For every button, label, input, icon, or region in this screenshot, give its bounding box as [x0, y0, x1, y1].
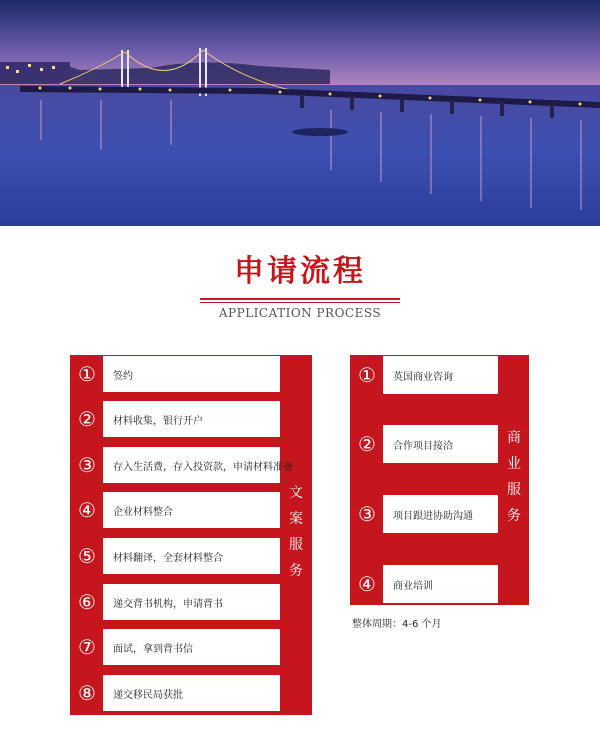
step-row: [70, 355, 281, 393]
step-label: 签约: [113, 370, 133, 382]
step-row: [350, 564, 499, 604]
duration-note: 整体周期：4-6 个月: [352, 619, 442, 630]
step-row: [70, 446, 293, 484]
title-divider: [200, 298, 400, 300]
step-label: 存入生活费，存入投资款，申请材料准备: [113, 461, 293, 473]
step-row: [70, 537, 281, 575]
step-number: ⑤: [71, 538, 103, 574]
step-number: ④: [71, 492, 103, 528]
step-label: 合作项目接洽: [393, 440, 453, 452]
step-row: [70, 674, 281, 712]
step-label: 递交移民局获批: [113, 689, 183, 701]
step-label: 英国商业咨询: [393, 371, 453, 383]
step-row: [70, 628, 281, 666]
title-block: [0, 252, 600, 292]
step-number: ⑧: [71, 675, 103, 711]
copywriting-service-title: 文 案 服 务: [289, 485, 303, 579]
step-row: [350, 355, 499, 395]
step-label: 面试，拿到背书信: [113, 643, 193, 655]
step-number: ①: [71, 356, 103, 392]
step-number: ⑥: [71, 584, 103, 620]
title-divider-thin: [200, 302, 400, 303]
step-label: 项目跟进协助沟通: [393, 510, 473, 522]
step-label: 材料翻译，全套材料整合: [113, 552, 223, 564]
step-row: [350, 424, 499, 464]
step-number: ④: [351, 565, 383, 603]
step-row: [70, 583, 281, 621]
page-title: 申请流程: [234, 254, 366, 289]
business-service-title: 商 业 服 务: [507, 430, 521, 524]
step-number: ②: [351, 425, 383, 463]
page-subtitle: APPLICATION PROCESS: [218, 306, 382, 320]
step-number: ①: [351, 356, 383, 394]
step-number: ②: [71, 401, 103, 437]
step-row: [70, 491, 281, 529]
step-row: [350, 494, 499, 534]
step-label: 商业培训: [393, 580, 433, 592]
step-label: 材料收集，银行开户: [113, 415, 203, 427]
step-row: [70, 400, 281, 438]
step-label: 递交背书机构，申请背书: [113, 598, 223, 610]
step-number: ③: [351, 495, 383, 533]
hero-image: [0, 0, 600, 226]
step-label: 企业材料整合: [113, 506, 173, 518]
step-number: ③: [71, 447, 103, 483]
step-number: ⑦: [71, 629, 103, 665]
